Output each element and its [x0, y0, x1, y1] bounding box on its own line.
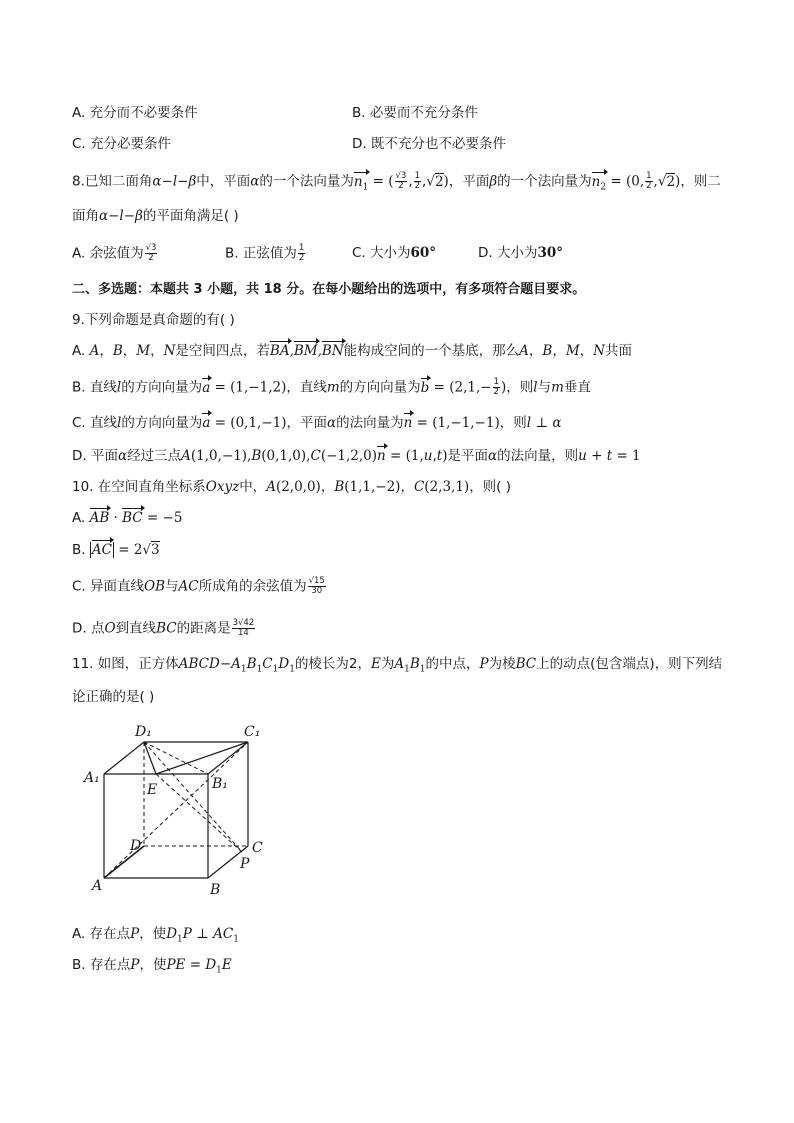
- q11-stem-line2: 论正确的是( ): [72, 689, 155, 705]
- q7-option-c: C. 充分必要条件: [72, 136, 172, 152]
- q9-option-b: B. 直线l的方向向量为a = (1,−1,2)，直线m的方向向量为b = (2,1,− $\frac{1}{2}$ )，则l与m垂直: [72, 377, 591, 397]
- q7-option-a: A. 充分而不必要条件: [72, 105, 198, 121]
- label-b: B: [210, 882, 221, 898]
- q9-stem: 9.下列命题是真命题的有( ): [72, 312, 235, 328]
- q9-option-c: C. 直线l的方向向量为a = (0,1,−1)，平面α的法向量为n = (1,−1,−1)，则l ⊥ α: [72, 415, 562, 431]
- q9-option-a: A. A，B，M，N是空间四点，若BA,BM,BN能构成空间的一个基底，那么A，B，M，N共面: [72, 343, 632, 359]
- q11-option-a: A. 存在点P，使$D_1P$ ⊥ $AC_1$: [72, 926, 239, 945]
- edge-ec1: [156, 742, 248, 774]
- q11-option-b: B. 存在点P，使PE = $D_1E$: [72, 957, 232, 976]
- label-a: A: [92, 878, 103, 894]
- q10-option-b: B. AC = 2√3: [72, 542, 160, 558]
- label-c: C: [252, 840, 263, 856]
- edge-d1e: [144, 742, 156, 774]
- seg-ep-hidden: [156, 774, 242, 852]
- label-d1: D₁: [135, 724, 152, 740]
- q8-option-d: D. 大小为30°: [478, 245, 564, 261]
- q8-stem-line1: 8.已知二面角α−l−β中，平面α的一个法向量为$n_1$ = ( $\frac{√3}{2}$ , $\frac{1}{2}$ ,√2)，平面β的一个法向量为$n_2 = (0$, $\frac{1}{2}$ ,√2)，则二: [72, 172, 721, 196]
- label-c1: C₁: [244, 724, 261, 740]
- q8-option-c: C. 大小为60°: [352, 245, 437, 261]
- edge-b1c1: [208, 742, 248, 774]
- label-p: P: [240, 856, 250, 872]
- label-b1: B₁: [212, 776, 228, 792]
- q7-option-b: B. 必要而不充分条件: [352, 105, 478, 121]
- section-heading: 二、多选题：本题共 3 小题，共 18 分。在每小题给出的选项中，有多项符合题目要求。: [72, 282, 586, 297]
- diag-ac1-hidden: [104, 742, 248, 878]
- q10-stem: 10. 在空间直角坐标系Oxyz中，A(2,0,0)，B(1,1,−2)，C(2,3,1)，则( ): [72, 479, 512, 495]
- q7-option-d: D. 既不充分也不必要条件: [352, 136, 506, 152]
- label-e: E: [147, 782, 158, 798]
- q8-stem-line2: 面角α−l−β的平面角满足( ): [72, 208, 239, 224]
- q10-option-c: C. 异面直线OB与AC所成角的余弦值为 $\frac{√15}{30}$: [72, 576, 325, 596]
- q8-option-a: A. 余弦值为 $\frac{√3}{2}$: [72, 243, 157, 263]
- q11-stem-line1: 11. 如图，正方体$ABCD-A_1B_1C_1D_1$的棱长为2，E为$A_1B_1$的中点，P为棱BC上的动点(包含端点)，则下列结: [72, 656, 723, 675]
- q8-option-b: B. 正弦值为 $\frac{1}{2}$: [225, 243, 305, 263]
- q10-option-d: D. 点O到直线BC的距离是 $\frac{3√42}{14}$: [72, 618, 255, 638]
- label-a1: A₁: [84, 770, 100, 786]
- q10-option-a: A. AB · BC = −5: [72, 510, 183, 526]
- edge-a1d1: [104, 742, 144, 774]
- cube-figure: [80, 720, 280, 900]
- q9-option-d: D. 平面α经过三点A(1,0,−1),B(0,1,0),C(−1,2,0)n = (1,u,t)是平面α的法向量，则u + t = 1: [72, 448, 641, 464]
- label-d: D: [130, 838, 142, 854]
